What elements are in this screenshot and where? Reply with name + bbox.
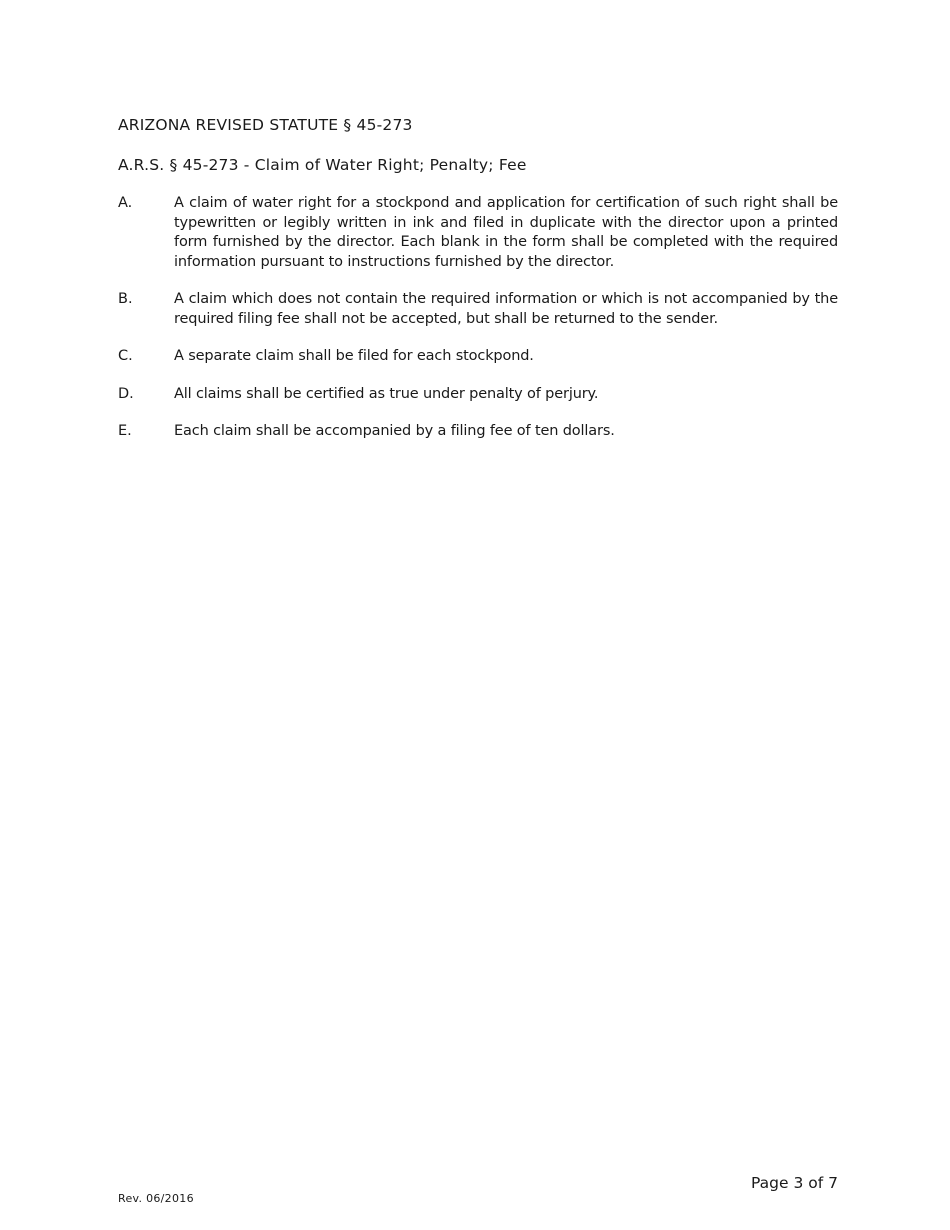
clause-a (118, 194, 838, 272)
clause-text: A claim of water right for a stockpond and application for certification of such right shall be typewritten or legibly written in ink and filed in duplicate with the director upon a printed form furnished by the director. Each blank in the form shall be completed with the required information pursuant to instructions furnished by the director. (174, 195, 838, 270)
clause-e (118, 422, 838, 442)
revision-date: Rev. 06/2016 (118, 1192, 194, 1205)
clause-c (118, 347, 838, 367)
clause-d (118, 385, 838, 405)
clause-letter: B. (118, 291, 133, 307)
clause-list (118, 194, 838, 460)
clause-letter: D. (118, 385, 134, 402)
statute-subtitle: A.R.S. § 45-273 - Claim of Water Right; Penalty; Fee (118, 156, 527, 174)
clause-letter: C. (118, 348, 133, 364)
clause-text: A separate claim shall be filed for each stockpond. (174, 348, 534, 364)
clause-text: All claims shall be certified as true under penalty of perjury. (174, 385, 599, 402)
page-number: Page 3 of 7 (751, 1174, 838, 1192)
clause-text: Each claim shall be accompanied by a filing fee of ten dollars. (174, 423, 615, 439)
statute-title: ARIZONA REVISED STATUTE § 45-273 (118, 116, 413, 134)
clause-letter: E. (118, 423, 132, 439)
clause-text: A claim which does not contain the required information or which is not accompanied by the required filing fee shall not be accepted, but shall be returned to the sender. (174, 291, 838, 327)
clause-letter: A. (118, 195, 133, 211)
clause-b (118, 290, 838, 329)
